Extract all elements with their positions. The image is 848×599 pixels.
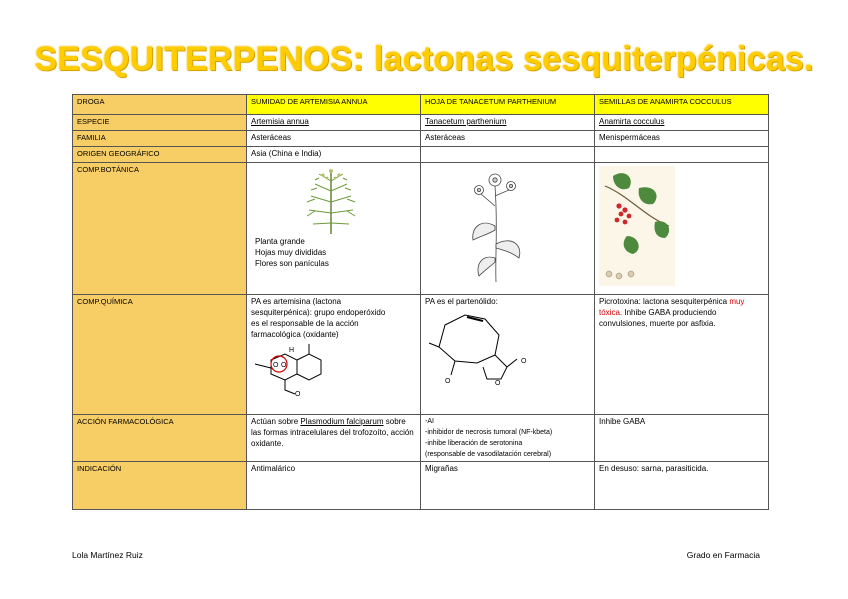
indicacion-artemisia: Antimalárico — [247, 462, 421, 510]
botanica-artemisia — [247, 163, 421, 295]
quimica-anamirta-text-a: Picrotoxina: lactona sesquiterpénica — [599, 297, 728, 306]
quimica-tanacetum — [421, 295, 595, 415]
origen-tanacetum — [421, 147, 595, 163]
familia-artemisia: Asteráceas — [247, 131, 421, 147]
origen-anamirta — [595, 147, 769, 163]
artemisinin-structure — [251, 340, 331, 398]
chem-atom-label: O — [495, 380, 501, 387]
botanica-line: Flores son panículas — [255, 259, 329, 268]
header-droga: DROGA — [73, 95, 247, 115]
label-indicacion: INDICACIÓN — [73, 462, 247, 510]
accion-line: -inhibidor de necrosis tumoral (NF-kbeta) — [425, 429, 553, 436]
footer-author: Lola Martínez Ruiz — [72, 550, 143, 560]
chem-atom-label: O — [445, 378, 451, 385]
quimica-artemisia — [247, 295, 421, 415]
botanica-line: Planta grande — [255, 237, 305, 246]
row-botanica — [73, 163, 769, 295]
botanica-description — [255, 236, 329, 269]
row-indicacion — [73, 462, 769, 510]
drug-table — [72, 94, 769, 510]
accion-tanacetum — [421, 415, 595, 462]
header-artemisia: SUMIDAD DE ARTEMISIA ANNUA — [247, 95, 421, 115]
familia-tanacetum: Asteráceas — [421, 131, 595, 147]
botanica-anamirta — [595, 163, 769, 295]
indicacion-tanacetum: Migrañas — [421, 462, 595, 510]
quimica-anamirta-text-b: . Inhibe GABA produciendo convulsiones, muerte por asfixia. — [599, 308, 717, 328]
quimica-tanacetum-text: PA es el partenólido: — [425, 297, 498, 306]
accion-artemisia-plasmodium: Plasmodium falciparum — [300, 417, 384, 426]
especie-tanacetum: Tanacetum parthenium — [421, 115, 595, 131]
chem-atom-label: O — [273, 362, 279, 369]
tanacetum-plant-illustration — [461, 166, 531, 284]
label-especie: ESPECIE — [73, 115, 247, 131]
label-botanica: COMP.BOTÁNICA — [73, 163, 247, 295]
accion-line: (responsable de vasodilatación cerebral) — [425, 451, 552, 458]
accion-artemisia-b: sobre las formas intracelulares del trofozoíto, acción oxidante. — [251, 417, 414, 448]
quimica-anamirta — [595, 295, 769, 415]
row-accion — [73, 415, 769, 462]
row-quimica — [73, 295, 769, 415]
quimica-anamirta-toxic: muy tóxica — [599, 297, 745, 317]
botanica-line: Hojas muy divididas — [255, 248, 327, 257]
artemisia-plant-illustration — [301, 166, 361, 236]
accion-artemisia-a: Actúan sobre — [251, 417, 301, 426]
accion-artemisia — [247, 415, 421, 462]
botanica-tanacetum — [421, 163, 595, 295]
accion-anamirta: Inhibe GABA — [595, 415, 769, 462]
chem-atom-label: O — [281, 362, 287, 369]
indicacion-anamirta: En desuso: sarna, parasiticida. — [595, 462, 769, 510]
familia-anamirta: Menispermáceas — [595, 131, 769, 147]
table-header-row — [73, 95, 769, 115]
row-familia — [73, 131, 769, 147]
chem-atom-label: O — [521, 358, 527, 365]
accion-line: -AI — [425, 418, 434, 425]
especie-artemisia: Artemisia annua — [247, 115, 421, 131]
label-familia: FAMILIA — [73, 131, 247, 147]
chem-atom-label: O — [295, 391, 301, 398]
especie-anamirta: Anamirta cocculus — [595, 115, 769, 131]
quimica-artemisia-text: PA es artemisina (lactona sesquiterpénica): grupo endoperóxido es el responsable de la acción farmacológica (oxidante) — [251, 297, 386, 339]
label-accion: ACCIÓN FARMACOLÓGICA — [73, 415, 247, 462]
anamirta-plant-illustration — [599, 166, 675, 286]
chem-atom-label: H — [289, 347, 295, 354]
label-origen: ORIGEN GEOGRÁFICO — [73, 147, 247, 163]
row-especie — [73, 115, 769, 131]
origen-artemisia: Asia (China e India) — [247, 147, 421, 163]
label-quimica: COMP.QUÍMICA — [73, 295, 247, 415]
footer-course: Grado en Farmacia — [686, 550, 760, 560]
parthenolide-structure — [425, 307, 535, 387]
row-origen — [73, 147, 769, 163]
header-tanacetum: HOJA DE TANACETUM PARTHENIUM — [421, 95, 595, 115]
header-anamirta: SEMILLAS DE ANAMIRTA COCCULUS — [595, 95, 769, 115]
page-title: SESQUITERPENOS: lactonas sesquiterpénicas. — [34, 40, 814, 78]
accion-line: -inhibe liberación de serotonina — [425, 440, 523, 447]
